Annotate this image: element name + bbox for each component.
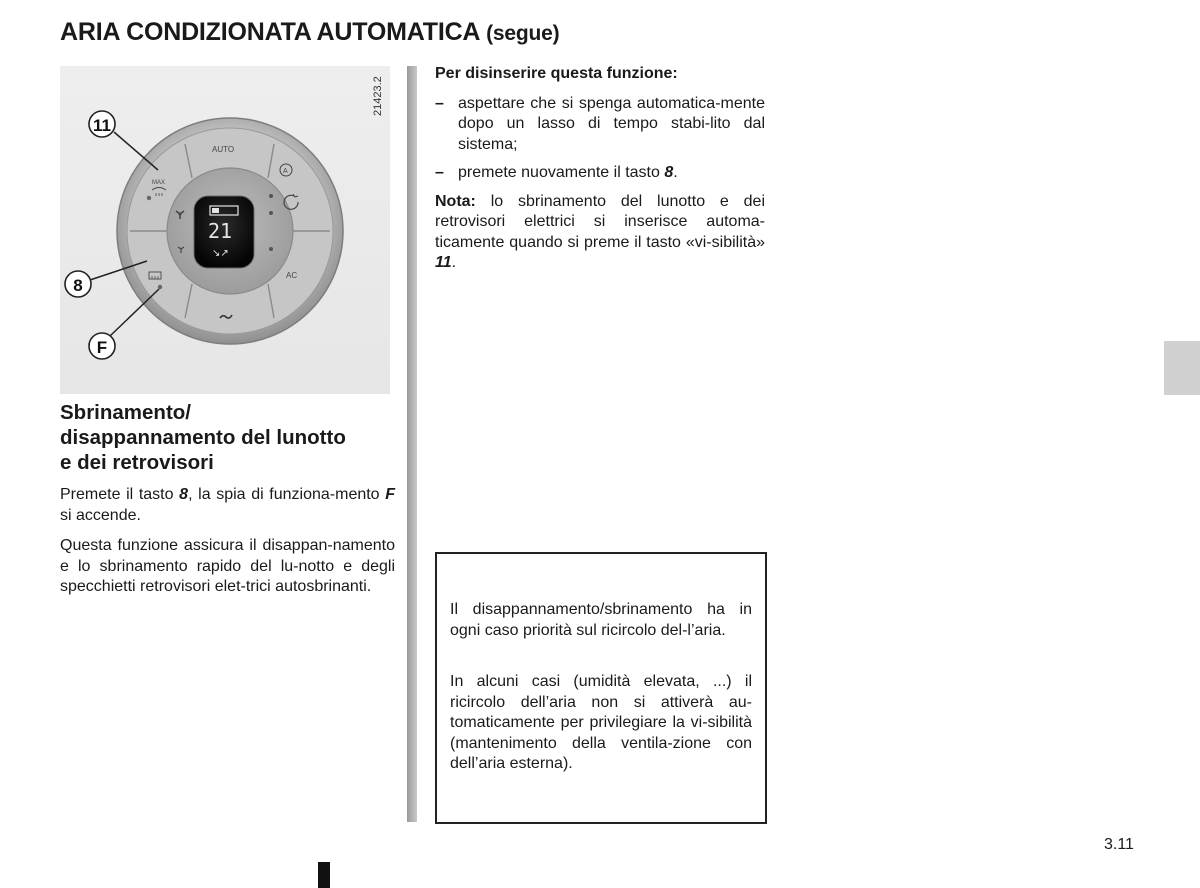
- page-number: 3.11: [1104, 836, 1134, 853]
- max-label: MAX: [152, 180, 166, 186]
- left-section: [60, 400, 395, 598]
- info-box-paragraph-2: In alcuni casi (umidità elevata, ...) il ricircolo dell’aria non si attiverà au-tomaticamente per privilegiare la vi-sibilità (mantenimento della ventila-zione con dell’aria esterna).: [450, 673, 752, 772]
- lead-text: Per disinserire questa funzione:: [435, 65, 678, 82]
- indicator-dot: [269, 211, 273, 215]
- section-heading: [60, 400, 395, 475]
- list-item: – aspettare che si spenga automatica-mente dopo un lasso di tempo stabi-lito dal sistema;: [435, 94, 765, 153]
- key-ref-11: 11: [435, 254, 452, 271]
- svg-text:A: A: [283, 168, 288, 175]
- figure-code: [358, 70, 398, 120]
- paragraph-2: Questa funzione assicura il disappan-namento e lo sbrinamento rapido del lu-notto e degli specchietti retrovisori elet-trici autosbrinanti.: [60, 537, 395, 595]
- svg-text:↘↗: ↘↗: [212, 248, 229, 259]
- climate-control-figure: [60, 66, 390, 394]
- title-sub: (segue): [486, 22, 560, 45]
- note-label: Nota:: [435, 192, 476, 210]
- heading-line-1: Sbrinamento/: [60, 401, 191, 424]
- figure-code-text: 21423.2: [372, 76, 384, 116]
- indicator-dot: [147, 196, 151, 200]
- info-box-paragraph-1: Il disappannamento/sbrinamento ha in ogni caso priorità sul ricircolo del-l’aria.: [450, 601, 752, 639]
- callout-f: [89, 333, 115, 359]
- paragraph-1: Premete il tasto 8, la spia di funziona-mento F si accende.: [60, 486, 395, 524]
- chapter-tab: [1164, 341, 1200, 395]
- callout-8: [65, 271, 91, 297]
- indicator-dot: [269, 194, 273, 198]
- info-box: [435, 552, 767, 824]
- svg-text:F: F: [96, 338, 108, 357]
- page-title: [60, 18, 559, 47]
- display-temperature: 21: [208, 219, 233, 243]
- list-item: – premete nuovamente il tasto 8.: [435, 164, 678, 181]
- callout-11: [89, 111, 115, 137]
- auto-label: AUTO: [212, 145, 235, 154]
- heading-line-3: e dei retrovisori: [60, 451, 214, 474]
- note-paragraph: Nota: lo sbrinamento del lunotto e dei retrovisori elettrici si inserisce automa-ticamente quando si preme il tasto «vi-sibilità» 11.: [435, 192, 765, 271]
- indicator-dot: [269, 247, 273, 251]
- climate-panel-illustration: [60, 66, 390, 394]
- column-divider-bar: [407, 66, 417, 822]
- heading-line-2: disappannamento del lunotto: [60, 426, 346, 449]
- key-ref-f: F: [385, 486, 395, 503]
- ac-label: AC: [286, 271, 298, 280]
- title-main: ARIA CONDIZIONATA AUTOMATICA: [60, 18, 480, 46]
- svg-text:11: 11: [93, 116, 111, 135]
- svg-text:8: 8: [73, 276, 83, 295]
- right-section: [435, 64, 765, 274]
- page-marker: [318, 862, 330, 888]
- key-ref-8: 8: [664, 164, 674, 181]
- instruction-list: [435, 94, 765, 184]
- key-ref-8: 8: [179, 486, 189, 503]
